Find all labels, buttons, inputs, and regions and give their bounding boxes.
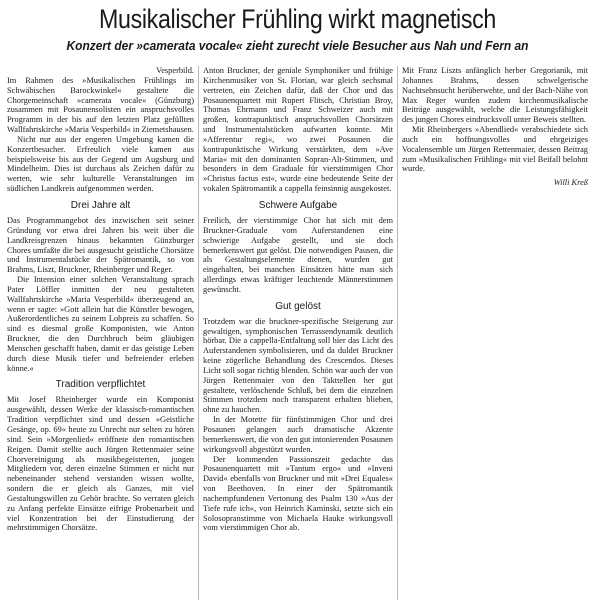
paragraph: Das Programmangebot des inzwischen seit seiner Gründung vor etwa drei Jahren bis weit über die Landkreisgrenzen hinaus bekannten Günzburger Chores umfaßte die bei ausgesucht geistliche Chorsätze und Instrumentalstücke der Spätromantik, so von Brahms, Liszt, Bruckner, Rheinberger und Reger. [7, 215, 194, 275]
paragraph: Anton Bruckner, der geniale Symphoniker und frühige Kirchenmusiker von St. Florian, war gleich sechsmal vertreten, ein Zeichen dafür, daß der Chor und das Posaunenquartett mit Rupert Flitsch, Christian Broy, Thomas Ehrmann und Franz Schweizer auch mit großen, kontrapunktisch anspruchsvollen Chorsätzen und Instrumentalstücken aufwarten konnte. Mit »Afferentur regi«, wo zwei Posaunen die kontrapunktische Wirkung verstärkten, dem »Ave Maria« mit den dominanten Sopran-Alt-Stimmen, und besonders in dem Graduale für vierstimmigen Chor »Christus factus est«, wurde eine bedeutende Seite der vokalen Spätromantik a cappella feinsinnig ausgekostet. [203, 66, 393, 194]
paragraph: Der kommenden Passionszeit gedachte das Posaunenquartett mit »Tantum ergo« und »Inveni David« ebenfalls von Bruckner und mit »Drei Equales« von Beethoven. In einer der Spätromantik nachempfundenen Vertonung des Psalm 130 »Aus der Tiefe rufe ich«, von Heinrich Kaminski, setzte sich ein Solosopranstimme von Michaela Hauke wirkungsvoll vom vierstimmigen Chor ab. [203, 454, 393, 533]
paragraph: Mit Franz Liszts anfänglich herber Gregorianik, mit Johannes Brahms, dessen schwelgerische Nachtsehnsucht herüberwehte, und der Bach-Nähe von Max Reger wurden zudem kirchenmusikalische Beiträge ausgewählt, welche die Leistungsfähigkeit des jungen Chores eindrucksvoll unter Beweis stellten. [402, 66, 588, 125]
column-rule-2 [397, 66, 398, 600]
paragraph: Im Rahmen des »Musikalischen Frühlings im Schwäbischen Barockwinkel« gestaltete die Chorgemeinschaft »camerata vocale« (Günzburg) zusammen mit Posaunensolisten ein anspruchsvolles Programm in der bis auf den letzten Platz gefüllten Wallfahrtskirche »Maria Vesperbild« in Ziemetshausen. [7, 75, 194, 135]
section-heading: Tradition verpflichtet [55, 379, 146, 391]
headline: Musikalischer Frühling wirkt magnetisch [99, 4, 496, 34]
paragraph: Freilich, der vierstimmige Chor hat sich mit dem Bruckner-Graduale vom Auferstandenen eine schwierige Aufgabe gestellt, und sie doch bemerkenswert gut gelöst. Die notwendigen Pausen, die als Gestaltungselemente dienen, wurden gut eingehalten, bei manchen Einsätzen hätte man sich allerdings etwas kräftiger leuchtende Männerstimmen gewünscht. [203, 215, 393, 294]
section-heading: Gut gelöst [275, 300, 321, 312]
article-column-3 [402, 66, 588, 188]
paragraph: Trotzdem war die bruckner-spezifische Steigerung zur gewaltigen, symphonischen Terrassendynamik deutlich hörbar. Die a cappella-Entfaltung soll hier das Licht des Auferstandenen symbolisieren, und da duldet Bruckner keine zögerliche Behandlung des Crescendos. Dieses Licht soll sogar richtig blenden. Schön war auch der von Jürgen Rettenmaier von den Takttellen her gut gestaltete, verlöschende Schluß, bei dem die einzelnen Stimmen trotzdem noch transparent erhalten blieben, ohne zu hauchen. [203, 316, 393, 415]
section-heading: Schwere Aufgabe [258, 199, 338, 211]
author-byline: Willi Kreß [553, 178, 588, 188]
column-rule-1 [198, 66, 199, 600]
article-column-1 [7, 66, 194, 533]
section-heading: Drei Jahre alt [70, 199, 131, 211]
subheadline: Konzert der »camerata vocale« zieht zurecht viele Besucher aus Nah und Fern an [66, 38, 529, 53]
paragraph: Die Intension einer solchen Veranstaltung sprach Pater Löffler inmitten der neu gestalteten Wallfahrtskirche »Maria Vesperbild« überzeugend an, wenn er sagte: »Gott allein hat die Künstler bewogen, Außerordentliches zu seinem Lobpreis zu schaffen. So sind es diesmal große Komponisten, wie Anton Bruckner, die den Durchbruch beim gläubigen Menschen geschafft haben, damit er das geistige Leben durch diese Musik tiefer und befreiender erleben könne.« [7, 275, 194, 373]
paragraph: Nicht nur aus der engeren Umgebung kamen die Konzertbesucher. Erfreulich viele kamen aus beispielsweise bis aus der Gegend um Augsburg und Mindelheim. Dies ist durchaus als Zeichen dafür zu werten, wie sehr kulturelle Veranstaltungen im südlichen Landkreis aufgenommen werden. [7, 134, 194, 194]
paragraph: Mit Josef Rheinberger wurde ein Komponist ausgewählt, dessen Werke der klassisch-romantischen Tradition verpflichtet sind und dessen »Geistliche Gesänge, op. 69« heute zu Unrecht nur selten zu hören sind. Sein »Morgenlied« eröffnete den romantischen Reigen. Damit stellte auch Jürgen Rettenmaier seine Chorvereinigung als musikbegeisterten, jungen Mitgliedern vor, deren einzelne Stimmen er nicht nur nebeneinander stehend verstanden wissen wollte, sondern die er gleich als Ganzes, mit viel Gestaltungswillen zu Gehör brachte. So verraten gleich zu Anfang perfekte Einsätze eifrige Probenarbeit und viel Konzentration bei der Einstudierung der mehrstimmigen Chorsätze. [7, 395, 194, 533]
paragraph: In der Motette für fünfstimmigen Chor und drei Posaunen gelangen auch dramatische Akzente bemerkenswert, die von den gut intonierenden Posaunen wirkungsvoll abgestützt wurden. [203, 415, 393, 454]
dateline: Vesperbild. [156, 66, 194, 75]
article-column-2 [203, 66, 393, 533]
paragraph: Mit Rheinbergers »Abendlied« verabschiedete sich auch ein hoffnungsvolles und ehrgeiziges Vocalensemble um Jürgen Rettenmaier, dessen Beitrag zum »Musikalischen Frühling« mit viel Beifall belohnt wurde. [402, 125, 588, 174]
